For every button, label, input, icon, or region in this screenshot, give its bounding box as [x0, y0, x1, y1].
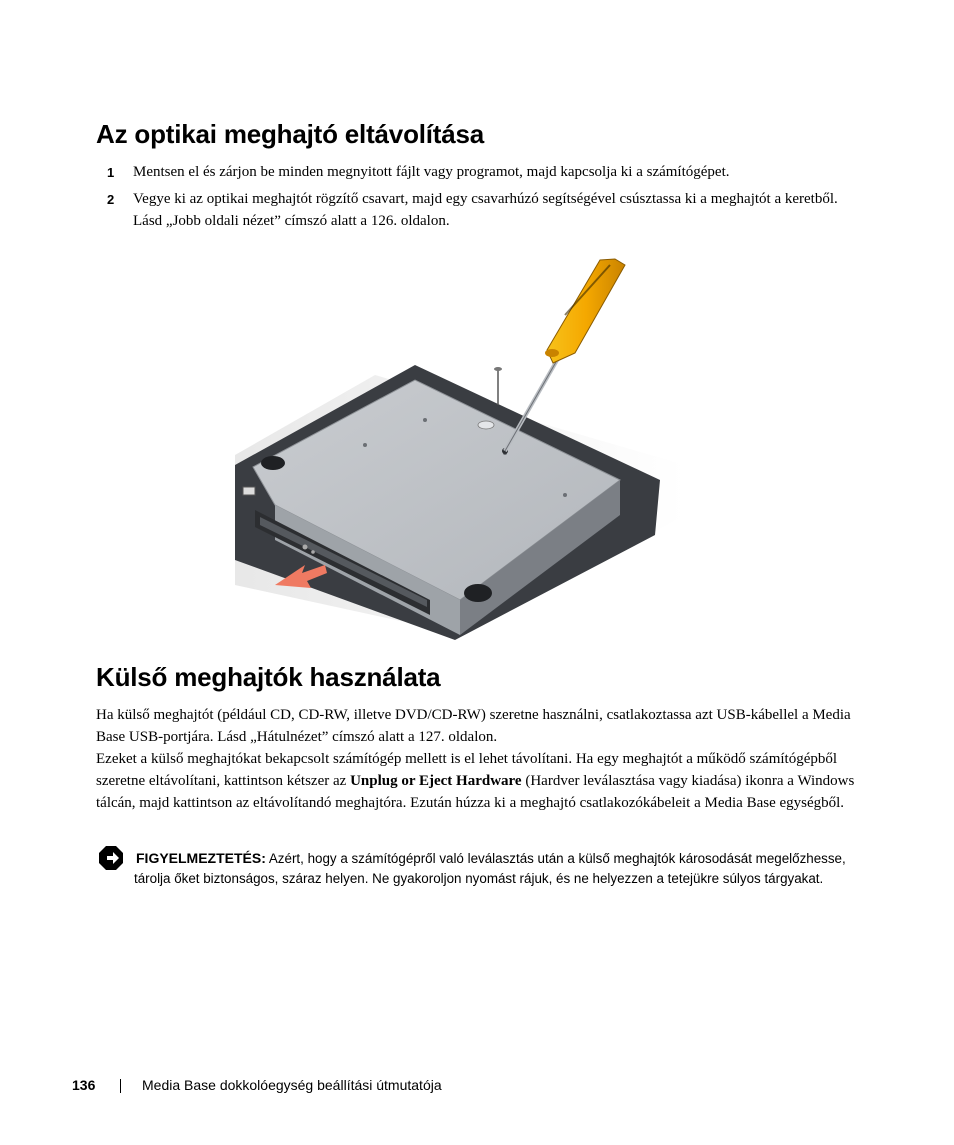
page-footer [72, 1077, 772, 1097]
ui-term-unplug-eject: Unplug or Eject Hardware [350, 773, 522, 789]
notice-label: FIGYELMEZTETÉS: [136, 850, 266, 866]
paragraph-removal [96, 748, 866, 814]
paragraph-text: Ezeket a külső meghajtókat bekapcsolt számítógép mellett is el lehet távolítani. Ha egy meghajtót a működő számítógépből szeretne eltávolítani, kattintson kétszer az [96, 751, 838, 789]
step-2 [107, 189, 867, 232]
notice-icon [98, 845, 124, 871]
section-heading-remove-drive: Az optikai meghajtó eltávolítása [96, 119, 485, 149]
step-number: 1 [107, 165, 115, 180]
notice-text: Azért, hogy a számítógépről való leválasztás után a külső meghajtók károsodását megelőzhesse, tárolja őket biztonságos, száraz helyen. Ne gyakoroljon nyomást rájuk, és ne helyezzen a tetejükre súlyos tárgyakat. [134, 851, 846, 886]
footer-title: Media Base dokkolóegység beállítási útmutatója [142, 1077, 442, 1093]
step-1 [107, 162, 867, 184]
drive-removal-illustration [215, 255, 685, 650]
step-number: 2 [107, 192, 115, 207]
footer-divider [120, 1079, 121, 1093]
page-number: 136 [72, 1077, 96, 1093]
step-text: Vegye ki az optikai meghajtót rögzítő csavart, majd egy csavarhúzó segítségével csúsztassa ki a meghajtót a keretből. Lásd „Jobb oldali nézet” címszó alatt a 126. oldalon. [133, 191, 838, 229]
paragraph-text: (Hardver leválasztása vagy kiadása) ikonra a Windows tálcán, majd kattintson az eltávolítandó meghajtóra. Ezután húzza ki a meghajtó csatlakozókábeleit a Media Base egységből. [96, 773, 855, 811]
step-text: Mentsen el és zárjon be minden megnyitott fájlt vagy programot, majd kapcsolja ki a számítógépet. [133, 164, 730, 180]
notice-block [134, 848, 864, 889]
section-heading-external-drives: Külső meghajtók használata [96, 662, 441, 692]
paragraph-usb-connection: Ha külső meghajtót (például CD, CD-RW, illetve DVD/CD-RW) szeretne használni, csatlakoztassa azt USB-kábellel a Media Base USB-portjára. Lásd „Hátulnézet” címszó alatt a 127. oldalon. [96, 707, 851, 745]
